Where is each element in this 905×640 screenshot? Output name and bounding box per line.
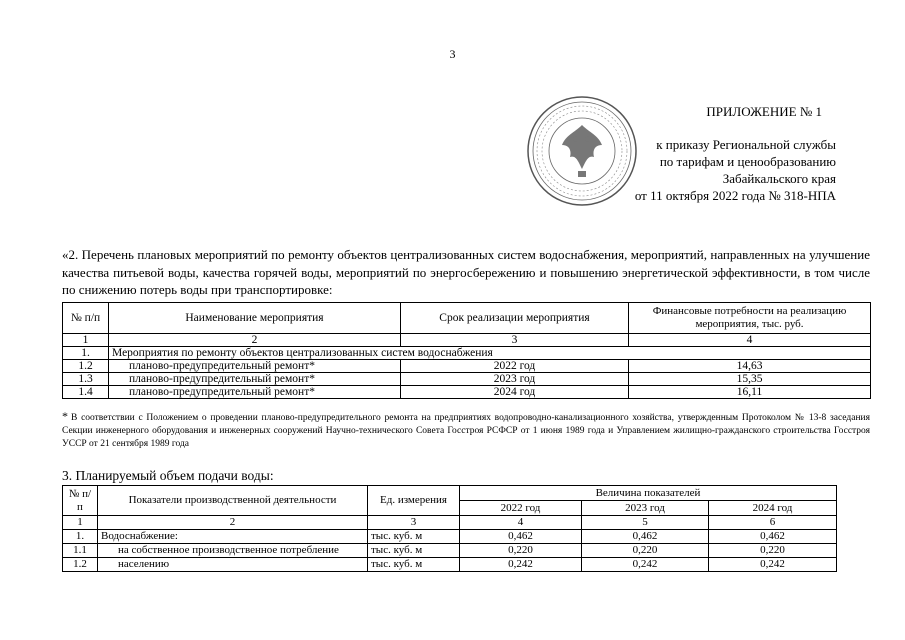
- row-cost: 16,11: [629, 386, 871, 399]
- column-numbers-row: [63, 516, 837, 530]
- appendix-line: от 11 октября 2022 года № 318-НПА: [634, 188, 836, 203]
- row-value-2023: 0,220: [582, 544, 709, 558]
- header-measure-name: Наименование мероприятия: [109, 303, 401, 334]
- row-measure-name: планово-предупредительный ремонт*: [109, 373, 401, 386]
- row-indicator: Водоснабжение:: [98, 530, 368, 544]
- row-indicator: населению: [98, 558, 368, 572]
- col-number: 1: [63, 516, 98, 530]
- appendix-line: по тарифам и ценообразованию: [659, 154, 836, 169]
- row-indicator: на собственное производственное потребление: [98, 544, 368, 558]
- row-term: 2023 год: [401, 373, 629, 386]
- col-number: 6: [709, 516, 837, 530]
- row-value-2022: 0,242: [460, 558, 582, 572]
- group-num: 1.: [63, 347, 109, 360]
- table-row: [63, 544, 837, 558]
- footnote: [62, 410, 870, 451]
- col-number: 5: [582, 516, 709, 530]
- header-indicator: Показатели производственной деятельности: [98, 486, 368, 516]
- group-row: [63, 347, 871, 360]
- header-term: Срок реализации мероприятия: [401, 303, 629, 334]
- appendix-line: Забайкальского края: [722, 171, 836, 186]
- column-numbers-row: [63, 334, 871, 347]
- header-values-group: Величина показателей: [460, 486, 837, 501]
- row-value-2024: 0,220: [709, 544, 837, 558]
- table-row: [63, 373, 871, 386]
- table-row: [63, 360, 871, 373]
- col-number: 4: [629, 334, 871, 347]
- row-value-2022: 0,220: [460, 544, 582, 558]
- row-unit: тыс. куб. м: [368, 544, 460, 558]
- table-row: [63, 558, 837, 572]
- row-term: 2022 год: [401, 360, 629, 373]
- row-value-2024: 0,242: [709, 558, 837, 572]
- row-num: 1.: [63, 530, 98, 544]
- col-number: 4: [460, 516, 582, 530]
- water-supply-volume-table: [62, 485, 837, 572]
- row-value-2023: 0,242: [582, 558, 709, 572]
- row-value-2023: 0,462: [582, 530, 709, 544]
- col-number: 2: [98, 516, 368, 530]
- col-number: 1: [63, 334, 109, 347]
- header-num: № п/п: [63, 303, 109, 334]
- row-unit: тыс. куб. м: [368, 558, 460, 572]
- group-name: Мероприятия по ремонту объектов централизованных систем водоснабжения: [109, 347, 871, 360]
- appendix-block: [560, 104, 836, 204]
- col-number: 3: [401, 334, 629, 347]
- appendix-line: к приказу Региональной службы: [656, 137, 836, 152]
- appendix-title: ПРИЛОЖЕНИЕ № 1: [706, 104, 822, 119]
- row-cost: 14,63: [629, 360, 871, 373]
- table-header-row: [63, 486, 837, 501]
- header-unit: Ед. измерения: [368, 486, 460, 516]
- footnote-star: *: [62, 409, 68, 423]
- row-cost: 15,35: [629, 373, 871, 386]
- header-year: 2023 год: [582, 501, 709, 516]
- page-number: 3: [449, 47, 456, 61]
- row-num: 1.3: [63, 373, 109, 386]
- col-number: 3: [368, 516, 460, 530]
- table-row: [63, 386, 871, 399]
- repair-measures-table: [62, 302, 871, 399]
- section2-intro: «2. Перечень плановых мероприятий по ремонту объектов централизованных систем водоснабжения, мероприятий, направленных на улучшение качества питьевой воды, качества горячей воды, мероприятий по энергосбережению и повышению энергетической эффективности, в том числе по снижению потерь воды при транспортировке:: [62, 247, 870, 297]
- row-num: 1.1: [63, 544, 98, 558]
- row-num: 1.4: [63, 386, 109, 399]
- header-year: 2022 год: [460, 501, 582, 516]
- section3-title: 3. Планируемый объем подачи воды:: [62, 468, 274, 483]
- row-num: 1.2: [63, 558, 98, 572]
- row-value-2022: 0,462: [460, 530, 582, 544]
- header-financial-needs: Финансовые потребности на реализацию мероприятия, тыс. руб.: [629, 303, 871, 334]
- row-unit: тыс. куб. м: [368, 530, 460, 544]
- row-num: 1.2: [63, 360, 109, 373]
- header-year: 2024 год: [709, 501, 837, 516]
- col-number: 2: [109, 334, 401, 347]
- table-header-row: [63, 303, 871, 334]
- row-measure-name: планово-предупредительный ремонт*: [109, 360, 401, 373]
- footnote-text: В соответствии с Положением о проведении планово-предупредительного ремонта на предприятиях водопроводно-канализационного хозяйства, утвержденным Протоколом № 13-8 заседания Секции инженерного оборудования и инженерных сооружений Научно-технического Совета Госстроя РСФСР от 1 июня 1989 года и Управлением жилищно-гражданского строительства Госстроя УССР от 21 сентября 1989 года: [62, 413, 870, 449]
- header-num: № п/п: [63, 486, 98, 516]
- table-row: [63, 530, 837, 544]
- row-measure-name: планово-предупредительный ремонт*: [109, 386, 401, 399]
- row-value-2024: 0,462: [709, 530, 837, 544]
- row-term: 2024 год: [401, 386, 629, 399]
